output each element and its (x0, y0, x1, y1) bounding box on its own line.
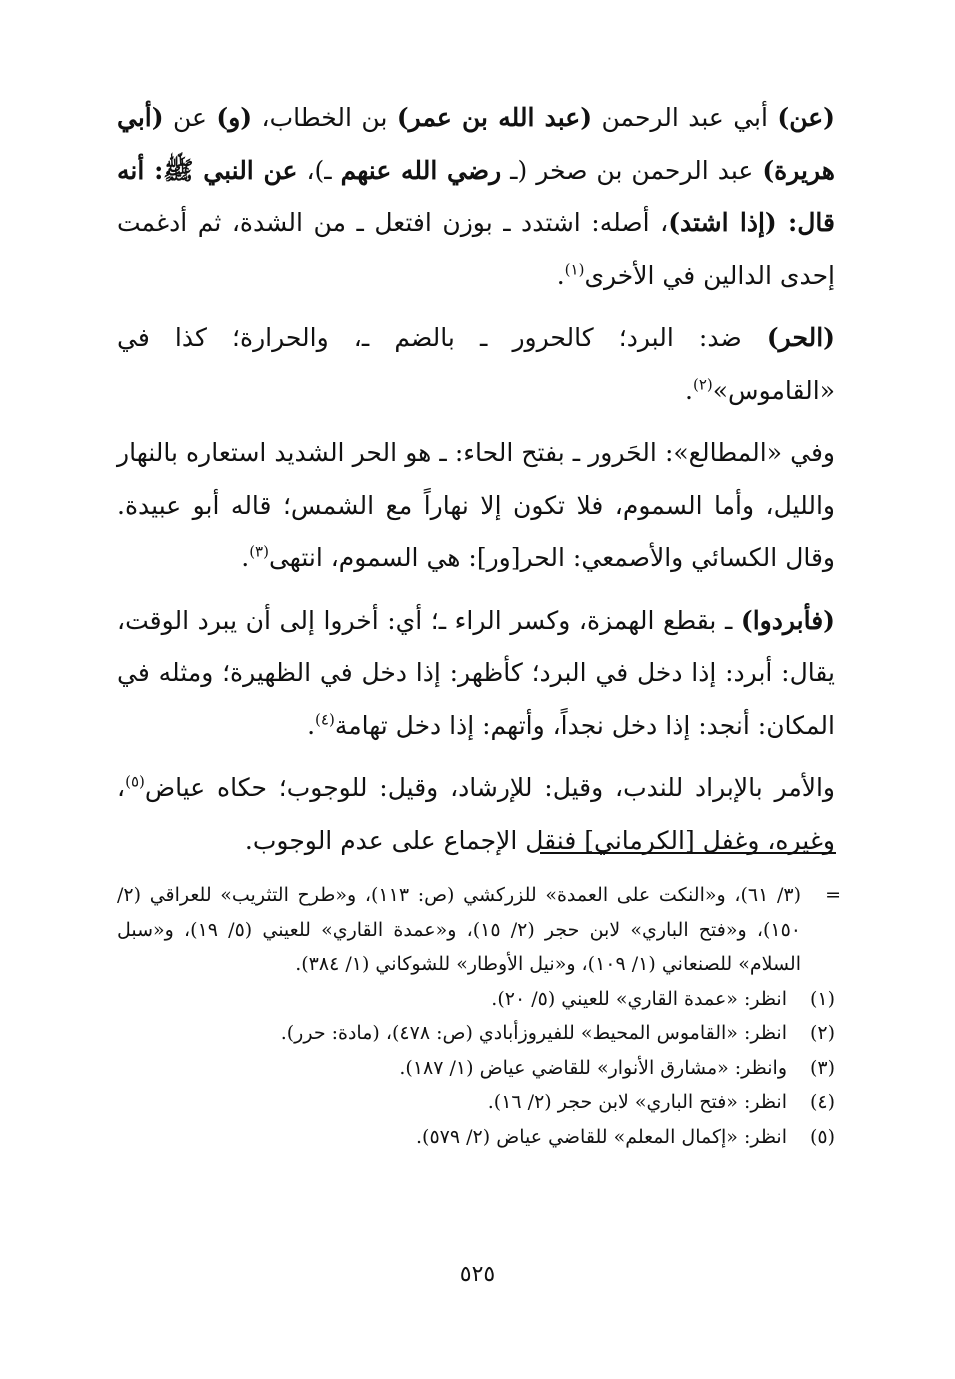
text-run: ، وغيره، وغفل [الكرماني] فنقل الإجماع على عدم الوجوب. (117, 773, 835, 855)
text-run: عن (163, 103, 217, 132)
bold-phrase: (فأبردوا) (740, 605, 835, 635)
footnote-1 (117, 982, 835, 1017)
footnotes (117, 878, 841, 1154)
bold-phrase: (عبد الله بن عمر) (396, 103, 593, 132)
text-run: . (307, 710, 316, 740)
footnote-ref[interactable]: (٣) (249, 542, 269, 561)
text-run: . (556, 260, 565, 290)
paragraph-3 (117, 427, 835, 585)
text-run: ، أصله: اشتدد ـ بوزن افتعل ـ من الشدة، ثم أدغمت إحدى الدالين في الأخرى (117, 208, 835, 290)
footnote-number: (٤) (809, 1091, 835, 1113)
text-run: بن الخطاب، (252, 103, 397, 132)
footnote-ref[interactable]: (٤) (315, 710, 335, 729)
footnote-text: وانظر: «مشارق الأنوار» للقاضي عياض (١/ ١٨٧). (399, 1056, 787, 1079)
bold-phrase: رضي الله عنهم (340, 155, 502, 185)
text-run: ـ بقطع الهمزة، وكسر الراء ـ؛ أي: أخروا إلى أن يبرد الوقت، يقال: أبرد: إذا دخل في البرد؛ كأظهر: إذا دخل في الظهيرة؛ ومثله في المكان: أنجد: إذا دخل نجداً، وأتهم: إذا دخل تهامة (117, 605, 835, 740)
text-run: وفي «المطالع»: الحَرور ـ بفتح الحاء: ـ هو الحر الشديد استعاره بالنهار والليل، وأما السموم، فلا تكون إلا نهاراً مع الشمس؛ قاله أبو عبيدة. وقال الكسائي والأصمعي: الحر[ور]: هي السموم، انتهى (117, 438, 835, 572)
footnote-number: (١) (809, 987, 835, 1010)
footnote-number: (٣) (809, 1056, 835, 1079)
footnote-ref[interactable]: (٢) (692, 375, 713, 394)
paragraph-2 (117, 312, 835, 417)
footnote-continuation (117, 878, 841, 982)
footnote-3 (117, 1051, 835, 1086)
footnote-ref[interactable]: (٥) (125, 772, 145, 791)
footnote-number: (٢) (809, 1022, 835, 1044)
footnote-number: (٥) (809, 1125, 835, 1148)
footnote-text: انظر: «القاموس المحيط» للفيروزأبادي (ص: ٤٧٨)، (مادة: حرر). (280, 1022, 787, 1044)
footnote-5 (117, 1120, 835, 1155)
footnote-text: انظر: «عمدة القاري» للعيني (٥/ ٢٠). (491, 987, 787, 1010)
text-run: أبي عبد الرحمن (592, 103, 778, 132)
footnote-4 (117, 1085, 835, 1120)
page-number: ٥٢٥ (459, 1262, 496, 1287)
text-run: ضد: البرد؛ كالحرور ـ بالضم ـ، والحرارة؛ كذا في «القاموس» (117, 323, 835, 405)
main-text (117, 92, 835, 877)
footnote-text: انظر: «إكمال المعلم» للقاضي عياض (٢/ ٥٧٩). (416, 1125, 787, 1148)
text-run: . (241, 543, 250, 572)
text-run: . (685, 375, 693, 405)
footnote-text: انظر: «فتح الباري» لابن حجر (٢/ ١٦). (487, 1091, 787, 1113)
paragraph-4 (117, 595, 835, 753)
bold-phrase: (أبي هريرة) (117, 103, 835, 185)
footnote-2 (117, 1016, 835, 1051)
bold-phrase: (عن) (777, 103, 835, 132)
footnote-separator (540, 852, 836, 854)
paragraph-1 (117, 92, 835, 302)
bold-phrase: (و) (216, 103, 253, 132)
text-run: والأمر بالإبراد للندب، وقيل: للإرشاد، وقيل: للوجوب؛ حكاه عياض (144, 773, 835, 802)
bold-phrase: (الحر) (766, 323, 835, 352)
continuation-mark: = (825, 884, 841, 906)
footnote-ref[interactable]: (١) (564, 260, 585, 279)
footnote-continuation-text: (٣/ ٦١)، و«النكت على العمدة» للزركشي (ص: ١١٣)، و«طرح التثريب» للعراقي (٢/ ١٥٠)، و«فتح الباري» لابن حجر (٢/ ١٥)، و«عمدة القاري» للعيني (٥/ ١٩)، و«سبل السلام» للصنعاني (١/ ١٠٩)، و«نيل الأوطار» للشوكاني (١/ ٣٨٤). (117, 884, 801, 975)
text-run: عبد الرحمن بن صخر (ـ (501, 155, 763, 185)
text-run: ـ)، (297, 155, 341, 185)
bold-phrase: عن النبي ﷺ: أنه قال: (إذا اشتد) (117, 155, 835, 237)
